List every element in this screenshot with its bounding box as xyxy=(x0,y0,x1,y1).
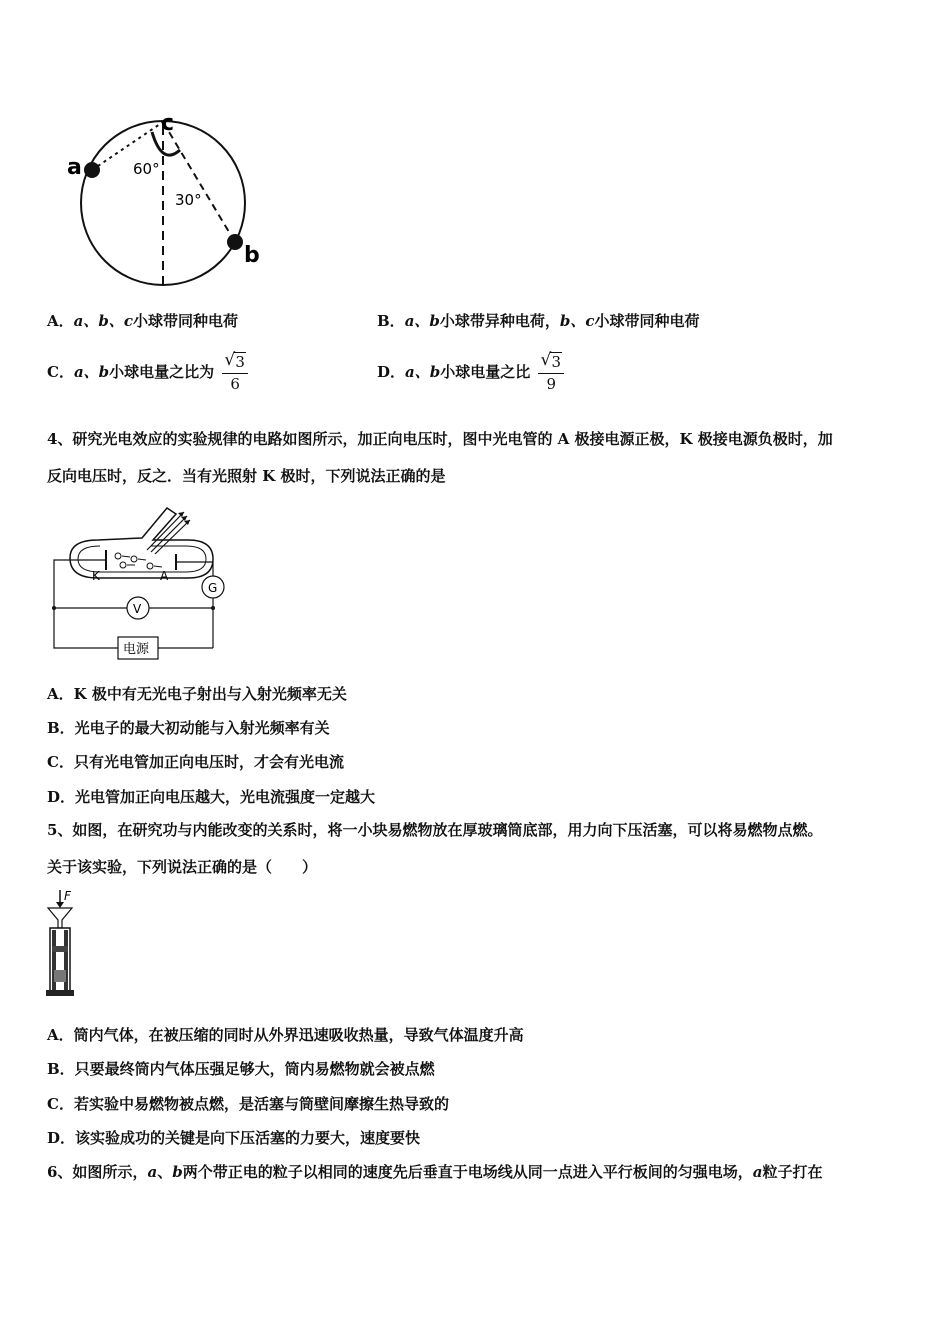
fraction-sqrt3-over-9: √ 3 9 xyxy=(538,355,564,392)
label-g: G xyxy=(208,581,218,595)
q5-option-a[interactable]: A．筒内气体，在被压缩的同时从外界迅速吸收热量，导致气体温度升高 xyxy=(47,1026,524,1044)
q5-glass-cylinder-figure xyxy=(40,886,85,1004)
label-k: K xyxy=(92,569,100,583)
q4-photoelectric-circuit-figure xyxy=(48,498,238,664)
q5-option-c[interactable]: C．若实验中易燃物被点燃，是活塞与筒壁间摩擦生热导致的 xyxy=(47,1095,449,1113)
q4-option-c[interactable]: C．只有光电管加正向电压时，才会有光电流 xyxy=(47,753,344,771)
q5-stem-line2: 关于该实验，下列说法正确的是（ ） xyxy=(47,858,318,876)
q4-option-d[interactable]: D．光电管加正向电压越大，光电流强度一定越大 xyxy=(47,788,376,806)
q5-stem-line1: 5、如图，在研究功与内能改变的关系时，将一小块易燃物放在厚玻璃筒底部，用力向下压活塞，可以将易燃物点燃。 xyxy=(47,821,823,839)
label-f: F xyxy=(64,889,71,903)
dashed-line-cb xyxy=(163,122,235,242)
label-a: a xyxy=(67,155,82,180)
q3-circle-figure xyxy=(60,108,280,293)
q5-option-d[interactable]: D．该实验成功的关键是向下压活塞的力要大，速度要快 xyxy=(47,1129,421,1147)
q4-option-b[interactable]: B．光电子的最大初动能与入射光频率有关 xyxy=(47,719,330,737)
charge-a-dot xyxy=(84,162,100,178)
label-b: b xyxy=(244,243,260,268)
q4-option-a[interactable]: A．K 极中有无光电子射出与入射光频率无关 xyxy=(47,685,347,703)
wire-right xyxy=(176,562,213,576)
q3-option-b[interactable]: B．a、b小球带异种电荷，b、c小球带同种电荷 xyxy=(377,312,700,330)
q3-option-d[interactable]: D．a、b小球电量之比 √ 3 9 xyxy=(377,348,564,396)
label-angle-30: 30° xyxy=(175,191,202,209)
label-c: c xyxy=(161,111,175,136)
charge-b-dot xyxy=(227,234,243,250)
label-v: V xyxy=(133,602,142,616)
q3-option-a[interactable]: A．a、b、c小球带同种电荷 xyxy=(47,312,238,330)
q6-stem-line1: 6、如图所示，a、b两个带正电的粒子以相同的速度先后垂直于电场线从同一点进入平行板间的匀强电场，a粒子打在 xyxy=(47,1163,823,1181)
q3-option-c[interactable]: C．a、b小球电量之比为 √ 3 6 xyxy=(47,348,248,396)
fraction-sqrt3-over-6: √ 3 6 xyxy=(222,355,248,392)
label-power-source: 电源 xyxy=(123,642,150,657)
phototube-outline xyxy=(70,508,213,578)
q4-stem-line2: 反向电压时，反之．当有光照射 K 极时，下列说法正确的是 xyxy=(47,467,446,485)
wire-left xyxy=(54,560,118,648)
label-angle-60: 60° xyxy=(133,160,160,178)
q5-option-b[interactable]: B．只要最终筒内气体压强足够大，筒内易燃物就会被点燃 xyxy=(47,1060,435,1078)
q4-stem-line1: 4、研究光电效应的实验规律的电路如图所示，加正向电压时，图中光电管的 A 极接电源正极，K 极接电源负极时，加 xyxy=(47,430,833,448)
piston-handle xyxy=(48,908,72,928)
label-a-electrode: A xyxy=(160,569,169,583)
